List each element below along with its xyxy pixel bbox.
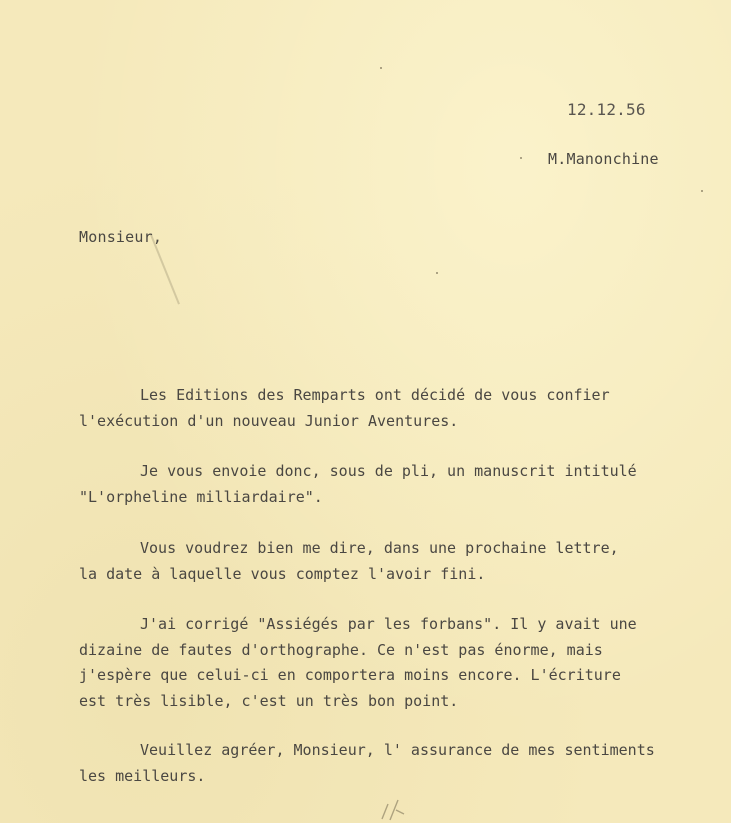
paragraph-line: j'espère que celui-ci en comportera moins encore. L'écriture	[79, 666, 621, 684]
letter-salutation: Monsieur,	[79, 228, 163, 246]
paper-speck	[436, 272, 438, 274]
paragraph-line: Je vous envoie donc, sous de pli, un manuscrit intitulé	[140, 462, 637, 480]
letter-paragraph	[79, 383, 610, 434]
paragraph-line: est très lisible, c'est un très bon point.	[79, 691, 459, 710]
paragraph-line: Les Editions des Remparts ont décidé de vous confier	[140, 386, 610, 404]
paragraph-line: dizaine de fautes d'orthographe. Ce n'est pas énorme, mais	[79, 640, 603, 659]
letter-paragraph	[79, 738, 655, 789]
paragraph-line: l'exécution d'un nouveau Junior Aventures.	[79, 411, 459, 430]
letter-date: 12.12.56	[567, 100, 646, 119]
paragraph-line: "L'orpheline milliardaire".	[79, 487, 323, 506]
letter-paragraph	[79, 612, 637, 714]
pen-mark-icon	[378, 792, 408, 823]
paper-speck	[701, 190, 703, 192]
letter-recipient: M.Manonchine	[548, 150, 659, 168]
paragraph-line: les meilleurs.	[79, 766, 206, 785]
paragraph-line: Vous voudrez bien me dire, dans une prochaine lettre,	[140, 539, 619, 557]
paper-speck	[380, 67, 382, 69]
letter-paragraph	[79, 536, 619, 587]
paragraph-line: la date à laquelle vous comptez l'avoir fini.	[79, 564, 486, 583]
paragraph-line: Veuillez agréer, Monsieur, l' assurance de mes sentiments	[140, 741, 655, 759]
paragraph-line: J'ai corrigé "Assiégés par les forbans". Il y avait une	[140, 615, 637, 633]
paper-speck	[520, 157, 522, 159]
letter-paragraph	[79, 459, 637, 510]
